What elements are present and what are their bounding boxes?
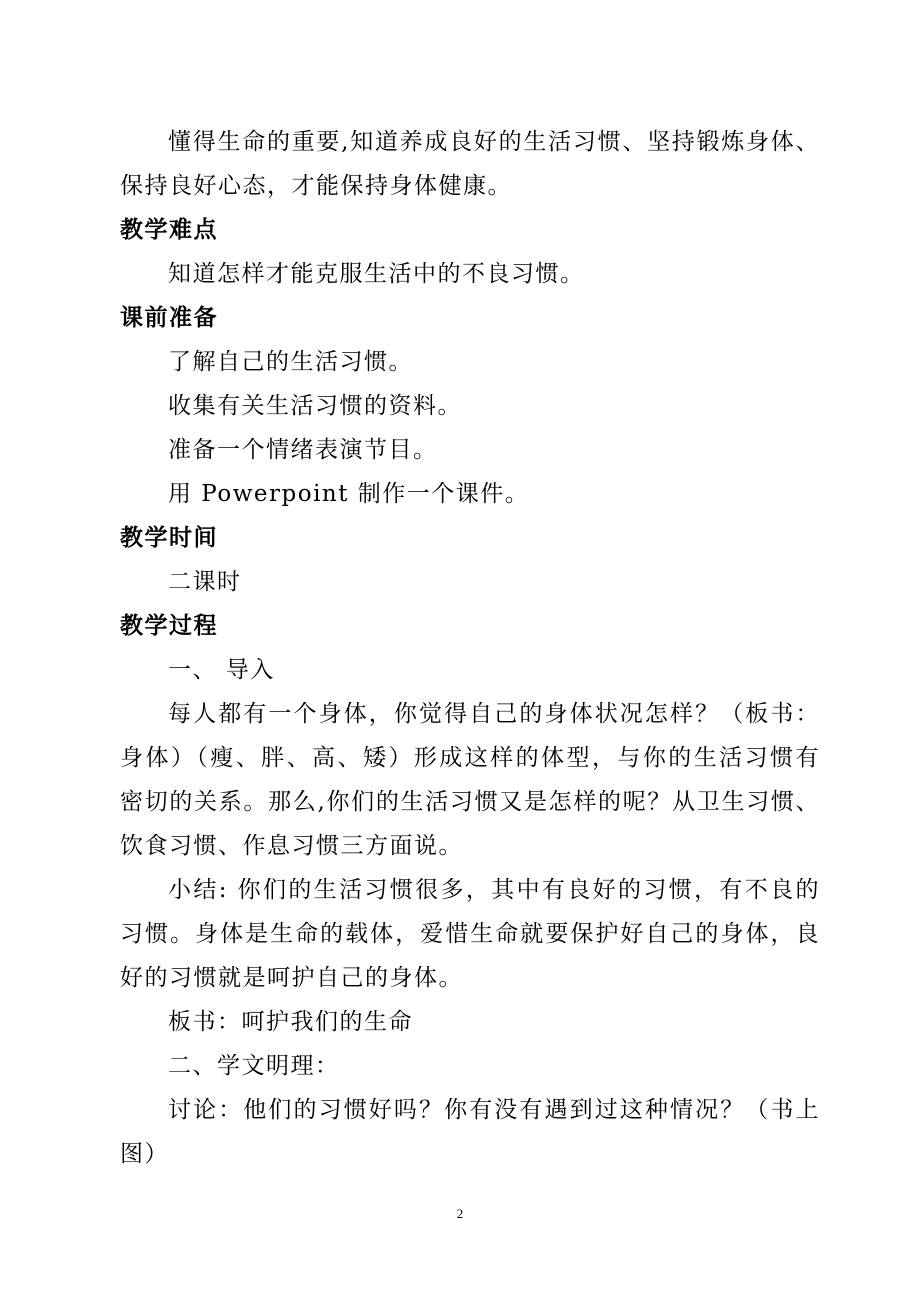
text-line: 保持良好心态，才能保持身体健康。	[120, 173, 512, 199]
text-line: 用 Powerpoint 制作一个课件。	[168, 481, 530, 507]
text-line: 每人都有一个身体，你觉得自己的身体状况怎样？（板书：	[168, 701, 820, 727]
text-line: 准备一个情绪表演节目。	[168, 437, 438, 463]
text-line: 身体）（瘦、胖、高、矮）形成这样的体型，与你的生活习惯有	[120, 745, 820, 771]
text-line: 饮食习惯、作息习惯三方面说。	[120, 833, 463, 859]
text-line: 一、 导入	[168, 657, 275, 683]
text-line: 二课时	[168, 569, 242, 595]
text-line: 板书：呵护我们的生命	[168, 1009, 413, 1035]
text-line: 好的习惯就是呵护自己的身体。	[120, 965, 463, 991]
section-heading: 教学时间	[120, 525, 218, 551]
text-line: 懂得生命的重要,知道养成良好的生活习惯、坚持锻炼身体、	[168, 129, 820, 155]
text-line: 二、学文明理：	[168, 1053, 340, 1079]
section-heading: 课前准备	[120, 305, 218, 331]
section-heading: 教学难点	[120, 217, 218, 243]
text-line: 习惯。身体是生命的载体，爱惜生命就要保护好自己的身体，良	[120, 921, 820, 947]
text-line: 收集有关生活习惯的资料。	[168, 393, 462, 419]
text-line: 图）	[120, 1141, 169, 1167]
text-line: 知道怎样才能克服生活中的不良习惯。	[168, 261, 585, 287]
text-line: 讨论：他们的习惯好吗？你有没有遇到过这种情况？（书上	[168, 1097, 820, 1123]
text-line: 密切的关系。那么,你们的生活习惯又是怎样的呢？从卫生习惯、	[120, 789, 820, 815]
section-heading: 教学过程	[120, 613, 218, 639]
text-line: 了解自己的生活习惯。	[168, 349, 413, 375]
page-number: 2	[456, 1206, 464, 1221]
text-line: 小结: 你们的生活习惯很多，其中有良好的习惯，有不良的	[168, 877, 820, 903]
